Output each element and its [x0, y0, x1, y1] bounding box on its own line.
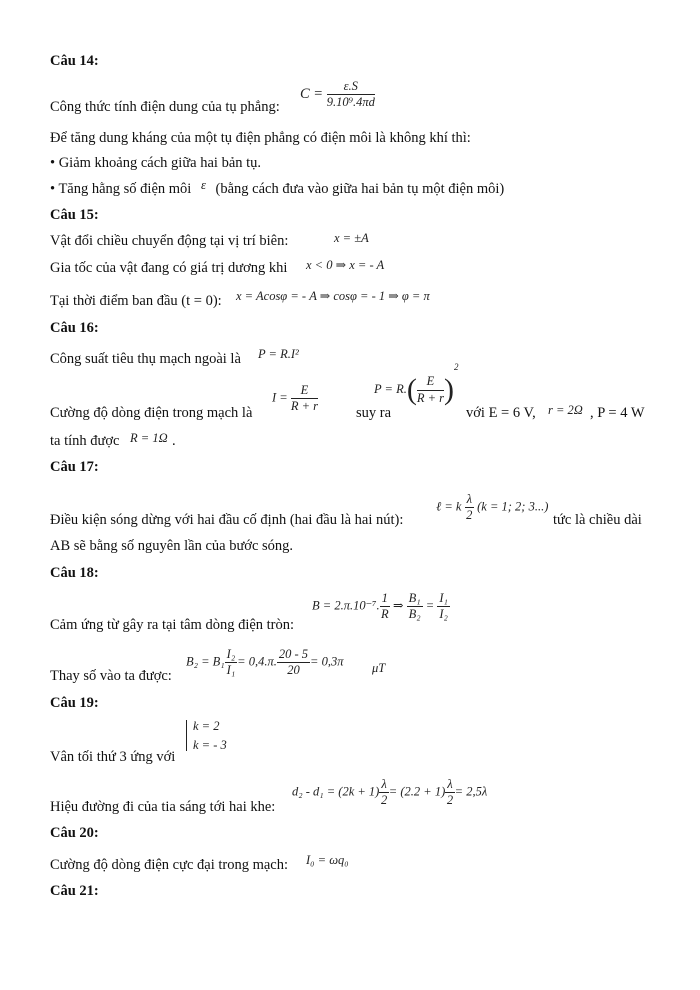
q14-line4: • Tăng hằng số điện môi ε (bằng cách đưa vào giữa hai bản tụ một điện môi) — [50, 178, 505, 197]
q17-line2: AB sẽ bằng số nguyên lần của bước sóng. — [50, 538, 294, 554]
q16-line2c: với E = 6 V, — [466, 405, 536, 421]
q18-field-formula: B = 2.π.10⁻⁷. $\frac{1}{R}$ ⇒ $\frac{\text{B₁}}{\text{B₂}}$ = $\frac{\text{I₁}}{\text{I₂}}$ — [312, 591, 448, 622]
q16-line1: Công suất tiêu thụ mạch ngoài là — [50, 351, 241, 367]
q15-line3: Tại thời điểm ban đầu (t = 0): — [50, 293, 222, 309]
q19-path-difference-formula: d₂ - d₁ = (2k + 1) $\frac{\lambda}{2}$ = (2.2 + 1) $\frac{\lambda}{2}$ = 2,5λ — [292, 777, 488, 808]
q15-title: Câu 15: — [50, 207, 99, 223]
q19-line2: Hiệu đường đi của tia sáng tới hai khe: — [50, 799, 276, 815]
q14-capacitance-formula: C = $\frac{\varepsilon.S}{\text{9.10⁹.4πd}}$ — [300, 79, 375, 110]
q19-line1: Vân tối thứ 3 ứng với — [50, 749, 176, 765]
q17-standing-wave-formula: ℓ = k $\frac{\lambda}{2}$ (k = 1; 2; 3...) — [436, 492, 549, 523]
q17-line1a: Điều kiện sóng dừng với hai đầu cố định (hai đầu là hai nút): — [50, 512, 404, 528]
q15-formula1: x = ±A — [334, 231, 369, 245]
q16-line3a: ta tính được — [50, 433, 120, 449]
q20-title: Câu 20: — [50, 825, 99, 841]
q18-title: Câu 18: — [50, 565, 99, 581]
q15-line1: Vật đổi chiều chuyển động tại vị trí biên: — [50, 233, 289, 249]
q15-formula3: x = Acosφ = - A ⇒ cosφ = - 1 ⇒ φ = π — [236, 289, 430, 303]
q20-line1: Cường độ dòng điện cực đại trong mạch: — [50, 857, 289, 873]
q17-title: Câu 17: — [50, 459, 99, 475]
q18-line2: Thay số vào ta được: — [50, 668, 172, 684]
q16-line2b: suy ra — [356, 405, 392, 421]
q16-line2d: , P = 4 W — [590, 405, 645, 421]
q17-line1b: tức là chiều dài — [553, 512, 642, 528]
q14-line3: • Giảm khoảng cách giữa hai bản tụ. — [50, 155, 262, 171]
q16-formula1: P = R.I² — [258, 347, 299, 361]
q14-title: Câu 14: — [50, 53, 99, 69]
q15-formula2: x < 0 ⇒ x = - A — [306, 258, 385, 272]
q16-power-formula: P = R.( $\frac{E}{R + r}$ )$^2$ — [374, 361, 459, 406]
q15-line2: Gia tốc của vật đang có giá trị dương khi — [50, 260, 288, 276]
q16-resistance-r: r = 2Ω — [548, 403, 583, 417]
q18-line1: Cảm ứng từ gây ra tại tâm dòng điện tròn: — [50, 617, 295, 633]
q16-line3b: . — [172, 433, 176, 449]
q16-result-R: R = 1Ω — [130, 431, 168, 445]
q19-title: Câu 19: — [50, 695, 99, 711]
q14-line1: Công thức tính điện dung của tụ phẳng: — [50, 99, 280, 115]
q19-cases: k = 2 k = - 3 — [186, 720, 227, 751]
q16-current-formula: I = $\frac{E}{R + r}$ — [272, 383, 319, 414]
q21-title: Câu 21: — [50, 883, 99, 899]
q16-line2a: Cường độ dòng điện trong mạch là — [50, 405, 253, 421]
q18-unit: μT — [372, 661, 386, 675]
q18-substitution-formula: B₂ = B₁ $\frac{\text{I₂}}{\text{I₁}}$ = 0,4.π. $\frac{20 - 5}{20}$ = 0,3π — [186, 647, 344, 678]
q14-line2: Để tăng dung kháng của một tụ điện phẳng có điện môi là không khí thì: — [50, 130, 471, 146]
q16-title: Câu 16: — [50, 320, 99, 336]
q20-max-current-formula: I₀ = ωq₀ — [306, 853, 349, 867]
